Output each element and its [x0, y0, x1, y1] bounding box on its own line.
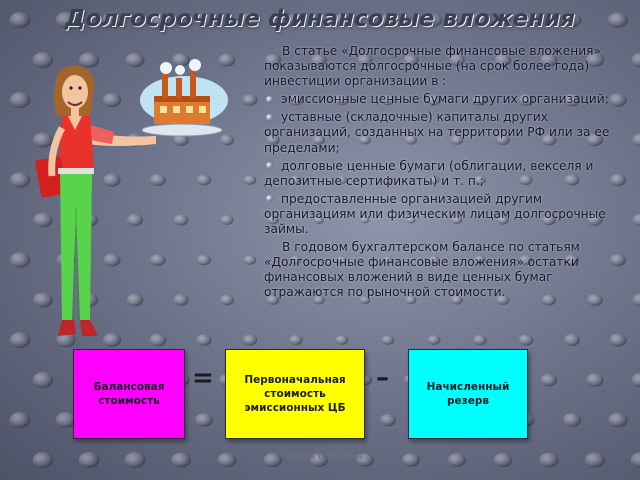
list-item	[264, 110, 636, 155]
footer-author: Ольга Олеговна	[287, 452, 363, 462]
list-item-text: эмиссионные ценные бумаги других организаций;	[281, 92, 609, 107]
description-text	[264, 44, 636, 304]
background-dot	[428, 335, 441, 345]
background-dot	[382, 335, 395, 345]
background-dot	[632, 373, 640, 387]
bullet-icon	[266, 96, 273, 103]
initial-cost-box	[225, 349, 365, 439]
equals-sign: =	[192, 363, 214, 393]
background-dot	[125, 452, 146, 468]
background-dot	[494, 453, 513, 467]
background-dot	[289, 335, 302, 345]
background-dot	[10, 412, 31, 428]
bullet-icon	[266, 114, 273, 121]
background-dot	[243, 334, 257, 345]
list-item	[264, 192, 636, 237]
intro-paragraph: В статье «Долгосрочные финансовые вложения» показываются долгосрочные (на срок более года) инвестиции организации в :	[264, 44, 601, 89]
reserve-box	[408, 349, 528, 439]
background-dot	[402, 453, 420, 467]
initial-cost-label: Первоначальная стоимость эмиссионных ЦБ	[244, 374, 346, 414]
background-dot	[541, 374, 557, 387]
list-item-text: долговые ценные бумаги (облигации, векселя и депозитные сертификаты) и т. п.;	[264, 158, 594, 188]
background-dot	[244, 255, 256, 265]
background-dot	[217, 453, 236, 468]
background-dot	[33, 372, 54, 388]
page-title: Долгосрочные финансовые вложения	[64, 6, 576, 32]
background-dot	[473, 335, 487, 346]
list-item-text: уставные (складочные) капиталы других организаций, созданных на территории РФ или за ее пределами;	[264, 110, 610, 155]
background-dot	[608, 413, 627, 428]
background-dot	[171, 452, 191, 467]
background-dot	[519, 334, 534, 345]
minus-sign: –	[376, 363, 389, 393]
background-dot	[631, 452, 640, 468]
balance-value-box	[73, 349, 185, 439]
background-dot	[609, 333, 626, 346]
background-dot	[195, 413, 213, 427]
background-dot	[564, 334, 580, 346]
list-item-text: предоставленные организацией другим организациям или физическим лицам долгосрочные займы.	[264, 191, 606, 237]
background-dot	[244, 175, 257, 185]
background-dot	[33, 452, 54, 468]
closing-paragraph: В годовом бухгалтерском балансе по статьям «Долгосрочные финансовые вложения» остатки финансовых вложений в виде ценных бумаг отражаются по рыночной стоимости.	[264, 240, 580, 300]
list-item	[264, 92, 636, 107]
presenter-illustration	[28, 58, 238, 350]
background-dot	[586, 373, 604, 387]
factory-icon	[140, 59, 228, 136]
reserve-label: Начисленный резерв	[426, 381, 510, 407]
background-dot	[585, 452, 605, 468]
background-dot	[539, 453, 558, 468]
investment-list	[264, 92, 636, 237]
bullet-icon	[266, 162, 273, 169]
background-dot	[79, 452, 100, 468]
background-dot	[380, 414, 396, 426]
background-dot	[243, 94, 258, 106]
list-item	[264, 159, 636, 189]
balance-value-label: Балансовая стоимость	[93, 381, 165, 407]
background-dot	[563, 413, 581, 427]
bullet-icon	[266, 195, 273, 202]
background-dot	[448, 453, 466, 467]
background-dot	[336, 335, 349, 345]
